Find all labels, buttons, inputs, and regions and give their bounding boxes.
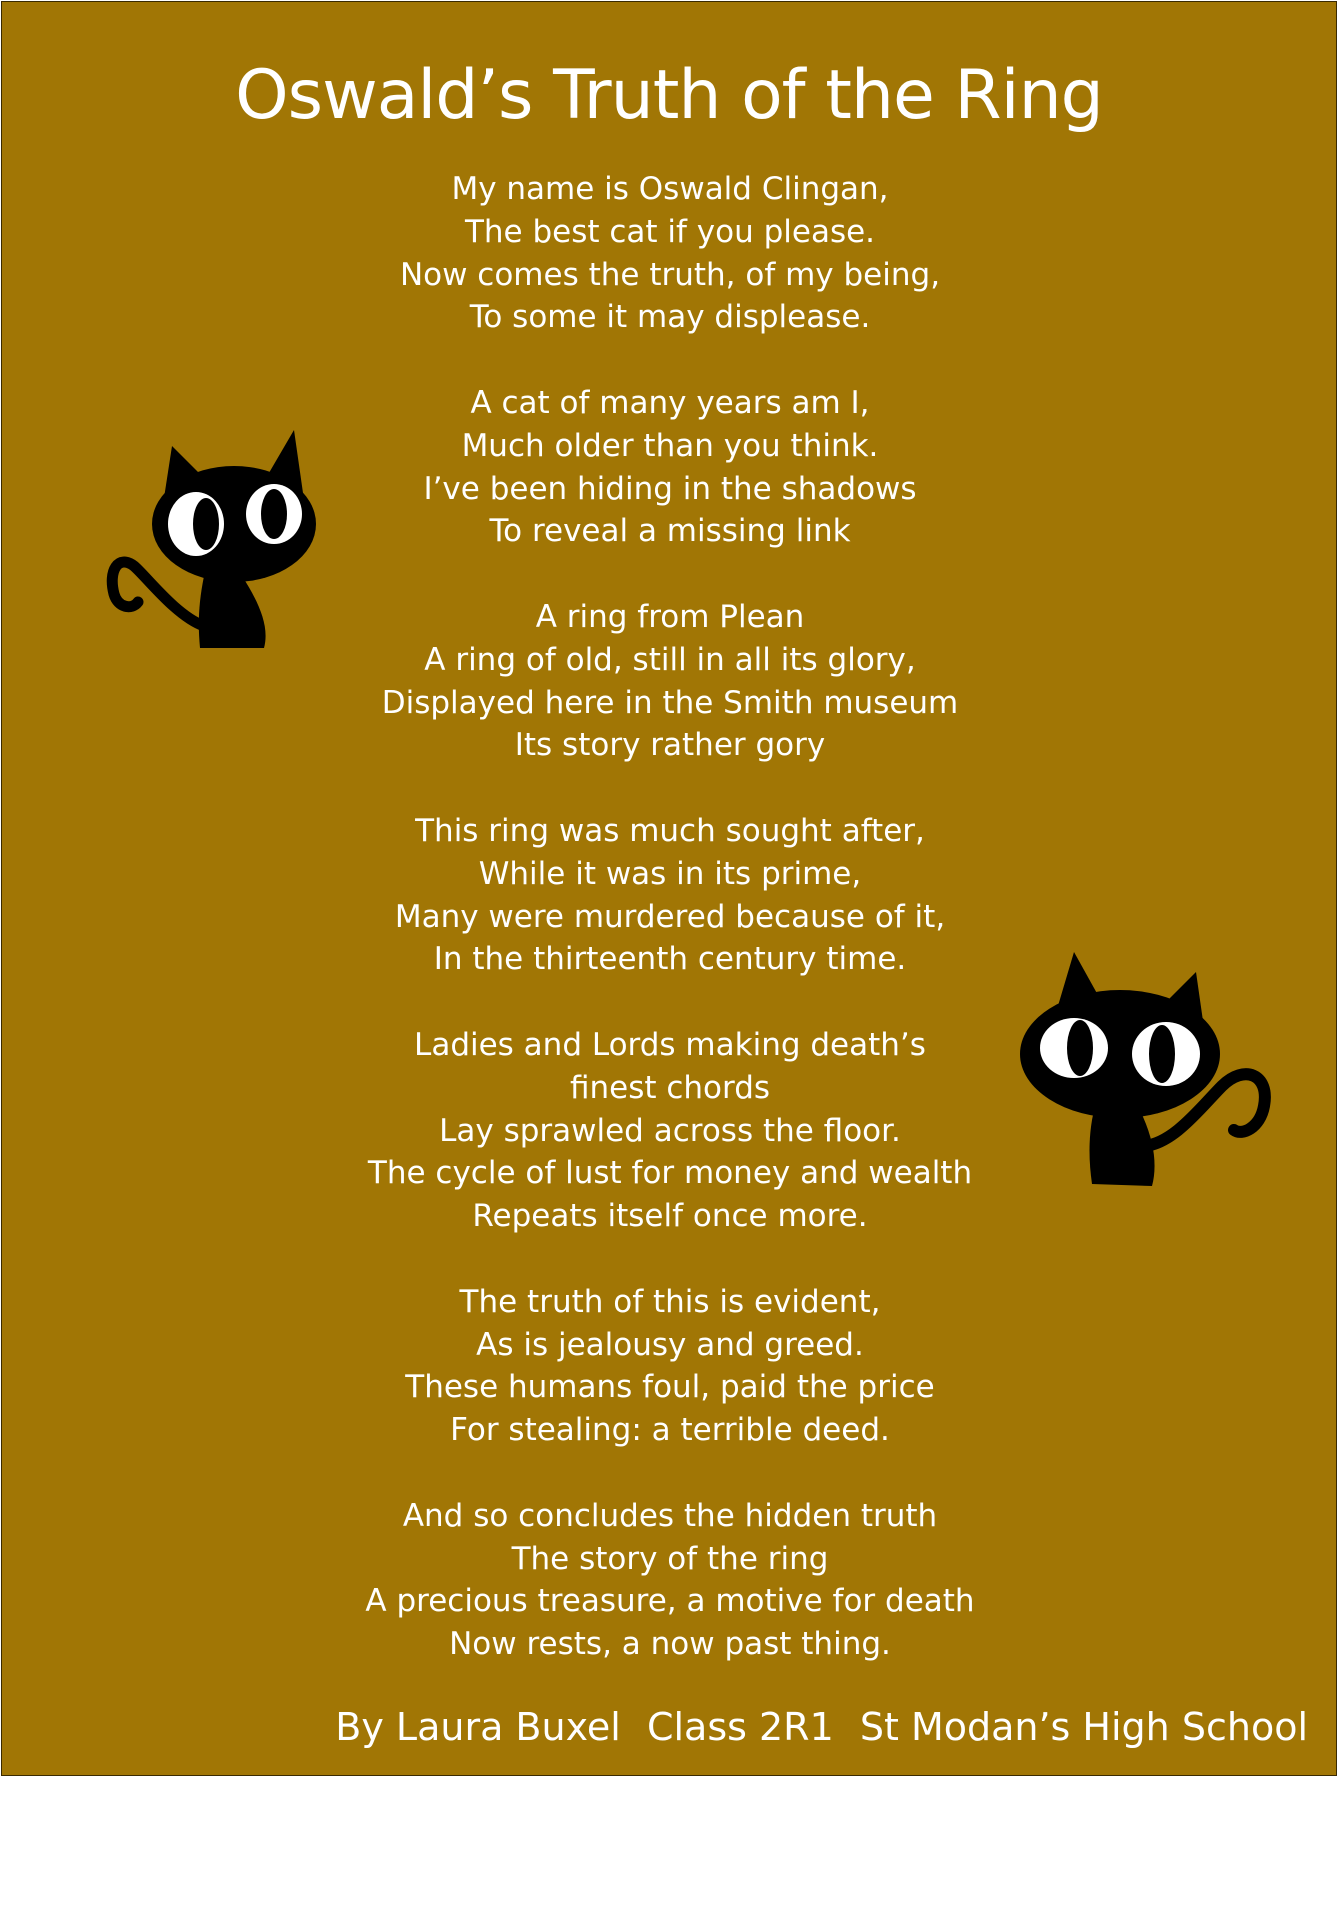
poem-line: The truth of this is evident,	[459, 1283, 881, 1320]
poem-line: To reveal a missing link	[489, 513, 851, 550]
stanza	[310, 1495, 1030, 1666]
poem-line: For stealing: a terrible deed.	[450, 1412, 890, 1449]
stanza	[310, 168, 1030, 339]
poem-line: These humans foul, paid the price	[405, 1369, 935, 1406]
stanza	[310, 1024, 1030, 1238]
stanza	[310, 596, 1030, 767]
poem-body	[310, 168, 1030, 1666]
stanza	[310, 1281, 1030, 1452]
poem-line: Its story rather gory	[514, 727, 826, 764]
poem-line: Much older than you think.	[461, 427, 879, 464]
author-byline	[335, 1702, 1308, 1752]
author-class: Class 2R1	[646, 1705, 834, 1749]
poem-title: Oswald’s Truth of the Ring	[235, 56, 1103, 135]
poem-line: The story of the ring	[511, 1540, 829, 1577]
poem-line: The cycle of lust for money and wealth	[367, 1155, 973, 1192]
poem-line: Now comes the truth, of my being,	[399, 256, 941, 293]
author-name: By Laura Buxel	[335, 1705, 621, 1749]
poem-line: As is jealousy and greed.	[476, 1326, 864, 1363]
poem-line: Ladies and Lords making death’s finest chords	[414, 1026, 926, 1106]
poem-line: Lay sprawled across the floor.	[439, 1112, 901, 1149]
poem-line: Many were murdered because of it,	[394, 898, 946, 935]
poem-line: A precious treasure, a motive for death	[365, 1583, 975, 1620]
black-cat-icon	[106, 426, 326, 656]
poem-line: While it was in its prime,	[478, 855, 862, 892]
poem-line: My name is Oswald Clingan,	[451, 171, 889, 207]
poem-line: Repeats itself once more.	[472, 1198, 868, 1235]
poem-line: A ring of old, still in all its glory,	[424, 641, 916, 678]
poem-line: This ring was much sought after,	[415, 812, 925, 849]
black-cat-icon	[1012, 946, 1276, 1196]
stanza	[310, 810, 1030, 981]
poem-line: I’ve been hiding in the shadows	[423, 470, 917, 507]
poem-line: Displayed here in the Smith museum	[381, 684, 959, 721]
stanza	[310, 382, 1030, 553]
author-school: St Modan’s High School	[859, 1705, 1308, 1749]
poem-line: Now rests, a now past thing.	[449, 1626, 891, 1663]
poem-line: In the thirteenth century time.	[433, 941, 907, 978]
poem-line: The best cat if you please.	[464, 213, 876, 250]
poem-poster	[1, 1, 1337, 1776]
poem-line: A cat of many years am I,	[470, 384, 870, 421]
poem-line: A ring from Plean	[535, 598, 805, 635]
poem-line: And so concludes the hidden truth	[402, 1497, 938, 1534]
poem-line: To some it may displease.	[469, 299, 871, 336]
